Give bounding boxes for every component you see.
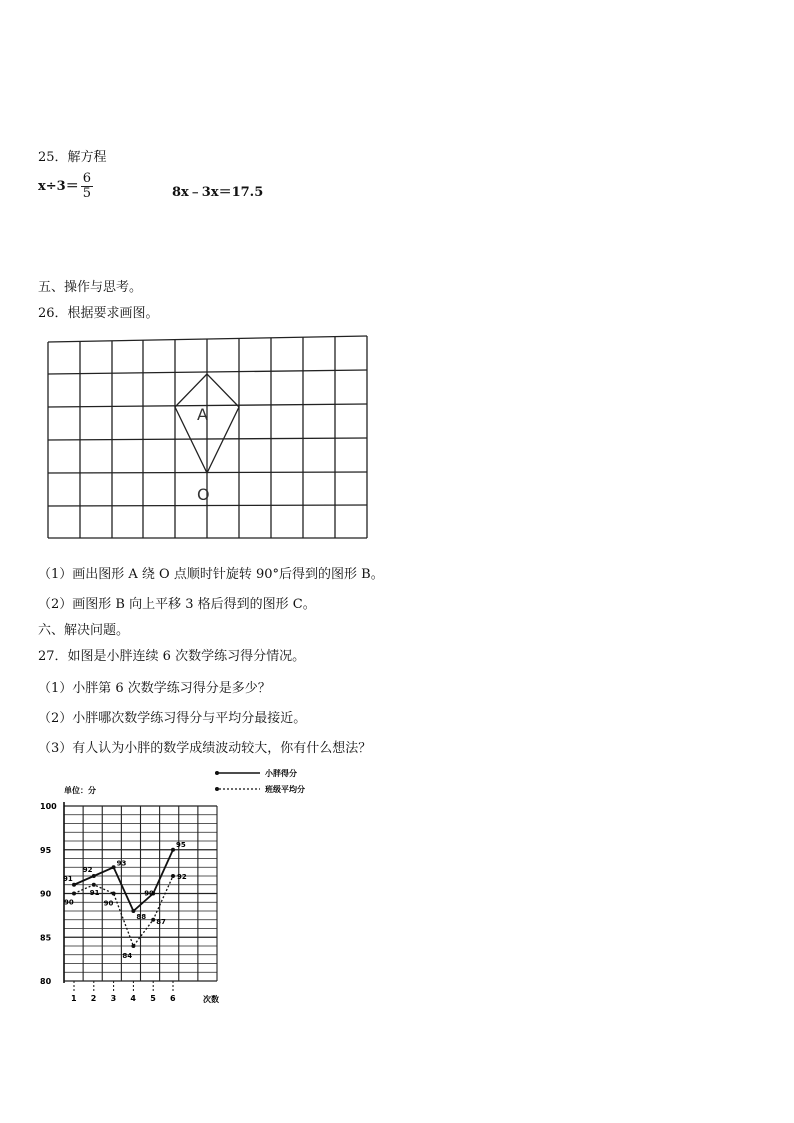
section-5-heading: 五、操作与思考。	[38, 280, 143, 295]
fraction-numerator: 6	[82, 171, 91, 186]
y-tick-label: 85	[40, 933, 52, 943]
y-tick-label: 90	[40, 889, 52, 899]
series-xiaopang-point	[92, 874, 96, 878]
legend-label-dotted: 班级平均分	[265, 785, 305, 794]
data-label: 90	[103, 899, 114, 908]
x-tick-label: 6	[170, 994, 176, 1003]
label-a: A	[197, 405, 208, 424]
x-tick-label: 3	[110, 994, 117, 1003]
chart-grid	[64, 802, 217, 991]
series-average-point	[72, 892, 76, 896]
data-label: 92	[82, 866, 93, 874]
series-xiaopang-point	[171, 848, 175, 852]
q25-title: 25．解方程	[38, 150, 107, 165]
y-tick-label: 80	[40, 977, 52, 986]
grid-lines	[48, 336, 367, 538]
series-average-point	[112, 892, 116, 896]
q26-grid-figure	[40, 330, 385, 545]
series-xiaopang-point	[112, 865, 116, 869]
y-tick-label: 95	[40, 845, 52, 855]
x-tick-label: 2	[90, 994, 97, 1003]
q27-sub-1: （1）小胖第 6 次数学练习得分是多少？	[38, 681, 271, 696]
y-tick-label: 100	[40, 802, 57, 811]
x-tick-label: 4	[130, 994, 136, 1003]
data-label: 90	[64, 898, 74, 907]
series-xiaopang-point	[131, 909, 135, 913]
data-label: 92	[177, 873, 187, 881]
q27-sub-2: （2）小胖哪次数学练习得分与平均分最接近。	[38, 711, 307, 726]
label-o: O	[197, 485, 210, 504]
equation-1	[38, 172, 93, 201]
fraction	[81, 172, 93, 201]
q26-title: 26．根据要求画图。	[38, 306, 159, 321]
x-tick-label: 1	[71, 994, 77, 1003]
chart-legend	[215, 768, 305, 794]
legend-marker-dotted	[215, 787, 219, 791]
fraction-denominator: 5	[82, 186, 91, 201]
equation-1-prefix: x÷3＝	[38, 179, 79, 194]
q27-sub-3: （3）有人认为小胖的数学成绩波动较大，你有什么想法？	[38, 741, 372, 756]
legend-label-solid: 小胖得分	[265, 769, 297, 778]
chart-x-axis-label: 次数	[203, 995, 219, 1004]
series-average-point	[92, 883, 96, 887]
data-label: 95	[176, 840, 186, 849]
series-average-point	[151, 918, 155, 922]
q26-sub-1: （1）画出图形 A 绕 O 点顺时针旋转 90°后得到的图形 B。	[38, 567, 384, 582]
series-average-point	[131, 944, 135, 948]
q27-title: 27．如图是小胖连续 6 次数学练习得分情况。	[38, 649, 306, 664]
legend-marker-solid	[215, 771, 219, 775]
series-average-point	[171, 874, 175, 878]
q26-sub-2: （2）画图形 B 向上平移 3 格后得到的图形 C。	[38, 597, 316, 612]
data-label: 93	[116, 859, 127, 868]
series-xiaopang-point	[72, 883, 76, 887]
section-6-heading: 六、解决问题。	[38, 623, 130, 638]
score-line-chart	[30, 762, 340, 1012]
chart-unit-label: 单位：分	[64, 786, 96, 795]
data-label: 84	[122, 952, 133, 960]
data-label: 88	[136, 913, 147, 921]
equation-2: 8x﹣3x＝17.5	[172, 185, 264, 200]
data-label: 90	[144, 889, 154, 898]
data-label: 87	[156, 917, 166, 926]
data-label: 91	[63, 874, 73, 883]
x-tick-label: 5	[150, 994, 156, 1003]
data-label: 91	[89, 888, 100, 897]
